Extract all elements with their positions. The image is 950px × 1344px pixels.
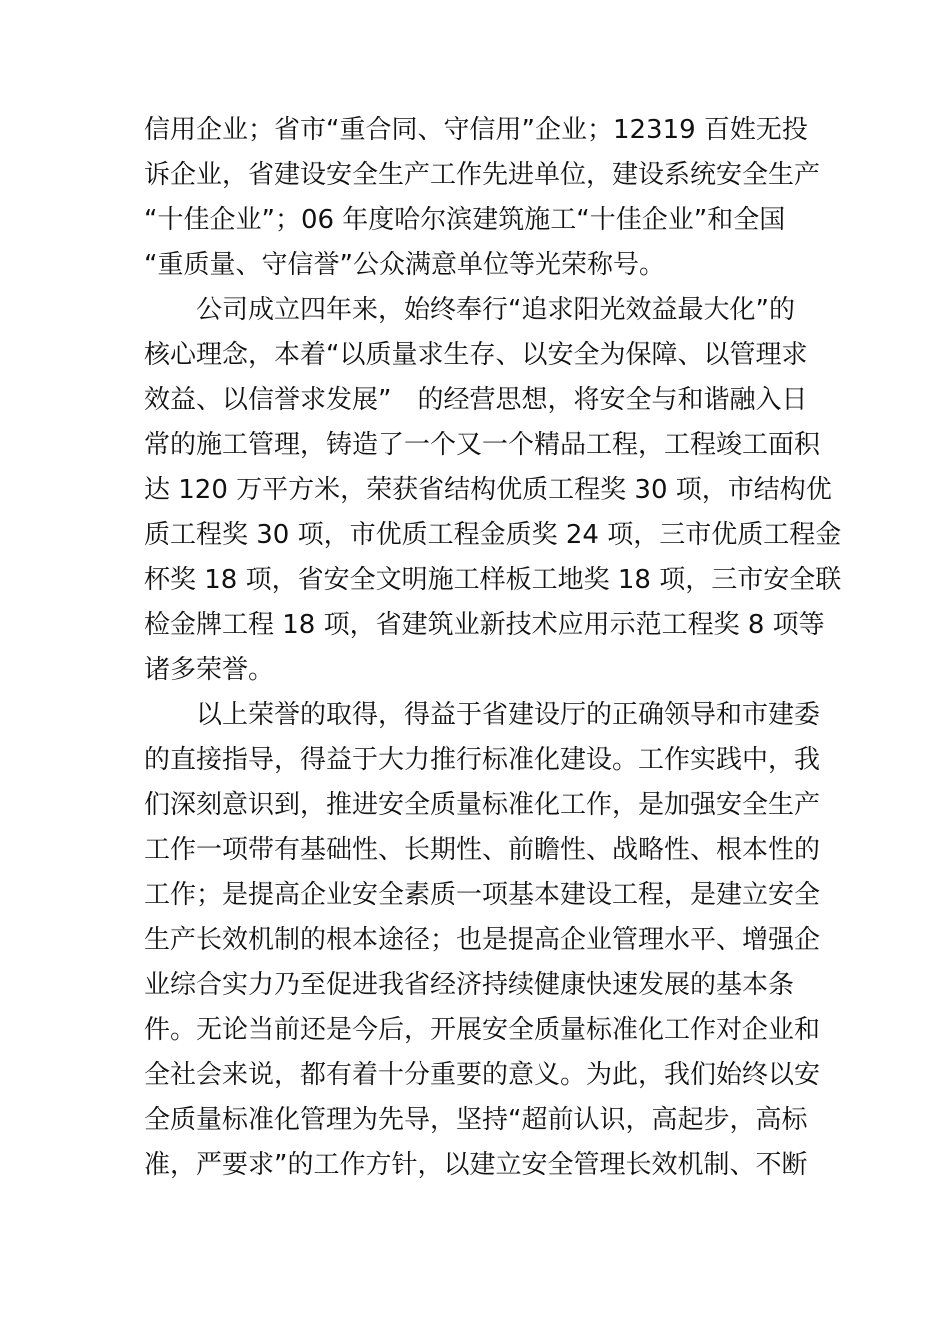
text-line: 生产长效机制的根本途径；也是提高企业管理水平、增强企 <box>144 925 821 955</box>
text-line: 准，严要求”的工作方针，以建立安全管理长效机制、不断 <box>144 1150 808 1180</box>
text-line: 业综合实力乃至促进我省经济持续健康快速发展的基本条 <box>144 970 795 1000</box>
text-line: 工作一项带有基础性、长期性、前瞻性、战略性、根本性的 <box>144 835 821 865</box>
text-line: 信用企业；省市“重合同、守信用”企业；12319 百姓无投 <box>144 115 808 145</box>
text-line: 全质量标准化管理为先导，坚持“超前认识，高起步，高标 <box>144 1105 808 1135</box>
text-line: 的直接指导，得益于大力推行标准化建设。工作实践中，我 <box>144 745 821 775</box>
body-text <box>144 108 844 1188</box>
text-line: 们深刻意识到，推进安全质量标准化工作，是加强安全生产 <box>144 790 821 820</box>
text-line: 件。无论当前还是今后，开展安全质量标准化工作对企业和 <box>144 1015 821 1045</box>
text-line: 常的施工管理，铸造了一个又一个精品工程，工程竣工面积 <box>144 430 821 460</box>
text-line: 达 120 万平方米，荣获省结构优质工程奖 30 项，市结构优 <box>144 475 832 505</box>
text-line: 检金牌工程 18 项，省建筑业新技术应用示范工程奖 8 项等 <box>144 610 825 640</box>
text-line: 杯奖 18 项，省安全文明施工样板工地奖 18 项，三市安全联 <box>144 565 842 595</box>
text-line: 质工程奖 30 项，市优质工程金质奖 24 项，三市优质工程金 <box>144 520 842 550</box>
text-line: 全社会来说，都有着十分重要的意义。为此，我们始终以安 <box>144 1060 821 1090</box>
text-line: 以上荣誉的取得，得益于省建设厅的正确领导和市建委 <box>144 700 821 730</box>
text-line: 工作；是提高企业安全素质一项基本建设工程，是建立安全 <box>144 880 821 910</box>
text-line: “十佳企业”；06 年度哈尔滨建筑施工“十佳企业”和全国 <box>144 205 786 235</box>
text-line: 诉企业，省建设安全生产工作先进单位，建设系统安全生产 <box>144 160 821 190</box>
text-line: 核心理念，本着“以质量求生存、以安全为保障、以管理求 <box>144 340 808 370</box>
text-line: 效益、以信誉求发展” 的经营思想，将安全与和谐融入日 <box>144 385 808 415</box>
text-line: 公司成立四年来，始终奉行“追求阳光效益最大化”的 <box>144 295 795 325</box>
text-line: “重质量、守信誉”公众满意单位等光荣称号。 <box>144 250 665 280</box>
text-line: 诸多荣誉。 <box>144 655 275 685</box>
